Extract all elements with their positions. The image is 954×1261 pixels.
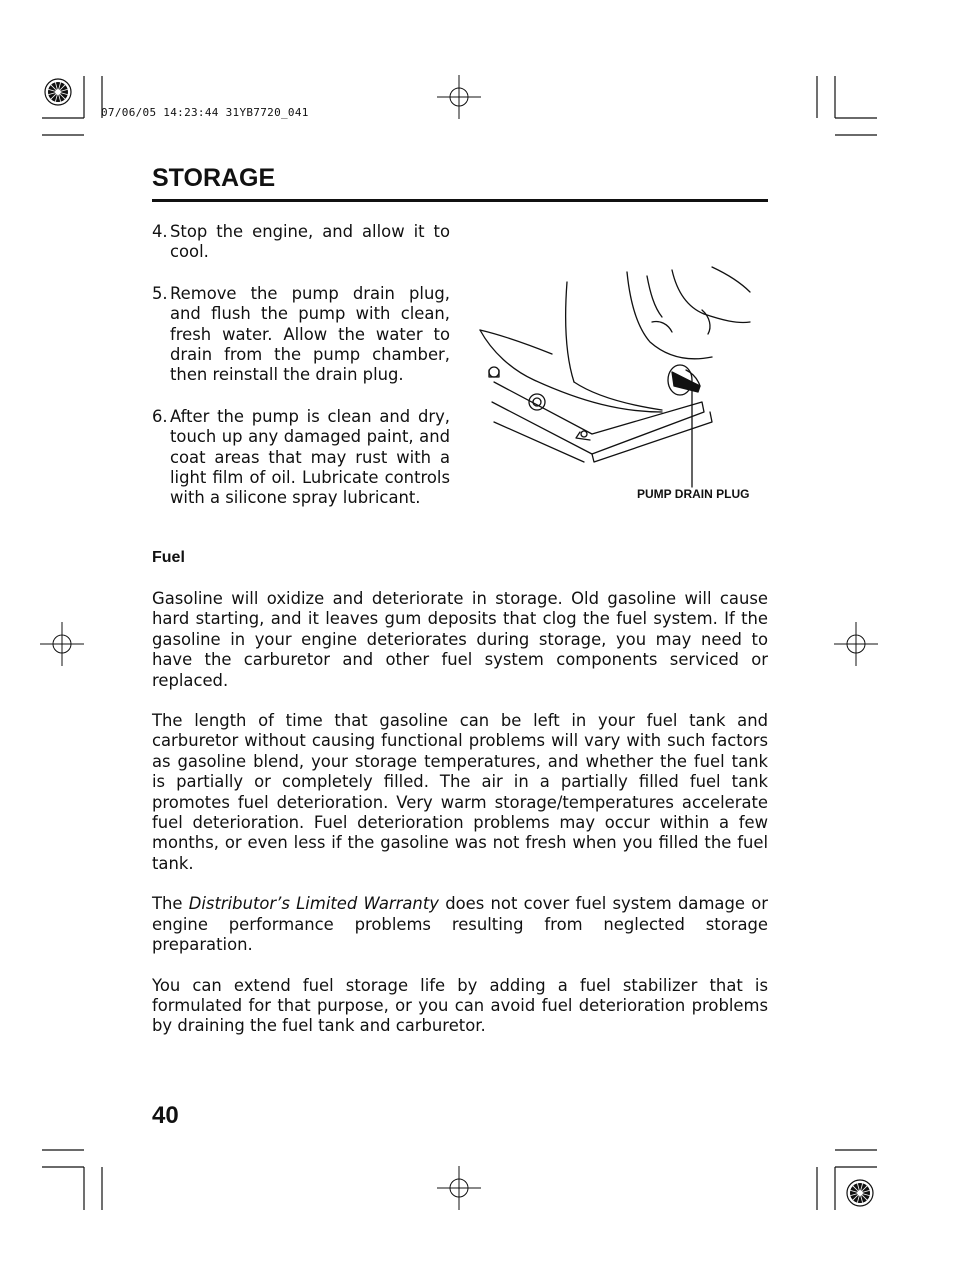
step-6 [152, 407, 450, 509]
fuel-heading: Fuel [152, 549, 185, 566]
step-5 [152, 284, 450, 386]
fuel-paragraph-3 [152, 894, 768, 955]
fuel-paragraph-1: Gasoline will oxidize and deteriorate in storage. Old gasoline will cause hard starting, and it leaves gum deposits that clog the fuel system. If the gasoline in your engine deteriorates during storage, you may need to have the carburetor and other fuel system components serviced or replaced. [152, 589, 768, 690]
step-text: After the pump is clean and dry, touch up any damaged paint, and coat areas that may rust with a light film of oil. Lubricate controls with a silicone spray lubricant. [170, 406, 450, 508]
step-text: Remove the pump drain plug, and flush the pump with clean, fresh water. Allow the water to drain from the pump chamber, then reinstall the drain plug. [170, 283, 450, 385]
registration-wheel-icon [45, 79, 71, 105]
registration-wheel-icon [847, 1180, 873, 1206]
page-number: 40 [152, 1102, 179, 1129]
step-text: Stop the engine, and allow it to cool. [170, 222, 450, 262]
page-title: STORAGE [152, 164, 276, 192]
print-stamp: 07/06/05 14:23:44 31YB7720_041 [101, 106, 309, 119]
fuel-section-body [152, 589, 768, 1057]
warranty-suffix: does not cover fuel system damage or engine performance problems resulting from neglected storage preparation. [152, 894, 768, 955]
step-number: 5. [152, 283, 168, 303]
step-number: 6. [152, 406, 168, 426]
fuel-paragraph-4: You can extend fuel storage life by adding a fuel stabilizer that is formulated for that purpose, or you can avoid fuel deterioration problems by draining the fuel tank and carburetor. [152, 975, 768, 1036]
fuel-paragraph-2: The length of time that gasoline can be left in your fuel tank and carburetor without causing functional problems will vary with such factors as gasoline blend, your storage temperatures, and whether the fuel tank is partially or completely filled. The air in a partially filled fuel tank promotes fuel deterioration. Very warm storage/temperatures accelerate fuel deterioration. Fuel deterioration problems may occur within a few months, or even less if the gasoline was not fresh when you filled the fuel tank. [152, 711, 768, 873]
figure-label: PUMP DRAIN PLUG [637, 487, 750, 501]
step-number: 4. [152, 222, 168, 241]
step-4 [152, 222, 450, 263]
step-list [152, 222, 450, 530]
pump-drain-plug-illustration [472, 262, 772, 512]
warranty-prefix: The [152, 894, 183, 914]
warranty-title: Distributor’s Limited Warranty [188, 894, 439, 914]
title-rule [152, 199, 768, 202]
